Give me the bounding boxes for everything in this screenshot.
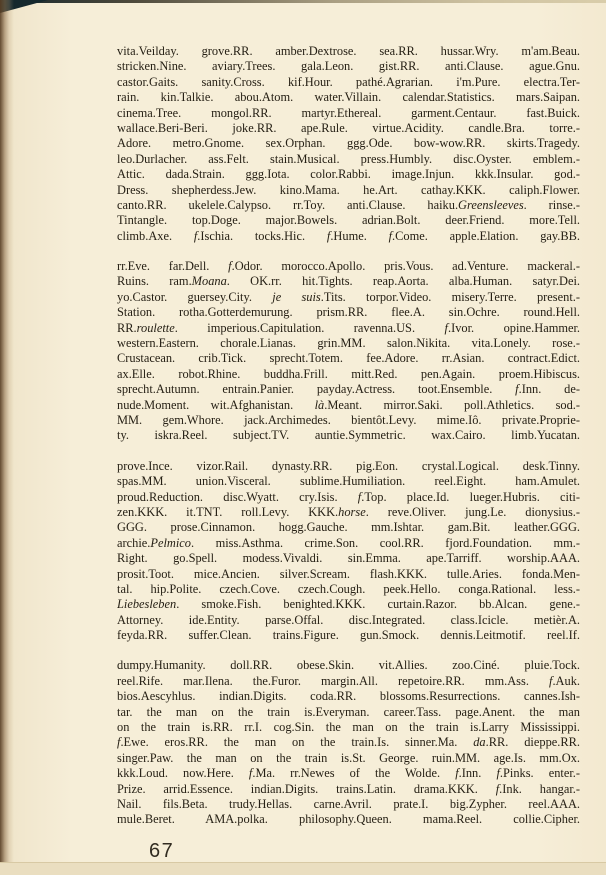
text-line: bios.Aescyhlus. indian.Digits. coda.RR. blossoms.Resurrections. cannes.Ish- — [117, 689, 580, 704]
text-line: canto.RR. ukelele.Calypso. rr.Toy. anti.Clause. haiku.Greensleeves. rinse.- — [117, 197, 580, 212]
text-line: Crustacean. crib.Tick. sprecht.Totem. fee.Adore. rr.Asian. contract.Edict. — [117, 351, 580, 366]
text-block — [117, 44, 580, 843]
text-line: f.Ewe. eros.RR. the man on the train.Is. sinner.Ma. da.RR. dieppe.RR. — [117, 735, 580, 750]
text-line: MM. gem.Whore. jack.Archimedes. bientôt.Levy. mime.Iô. private.Proprie- — [117, 412, 580, 427]
paragraph — [117, 459, 580, 644]
page-gutter-shadow — [0, 0, 14, 875]
text-line: mule.Beret. AMA.polka. philosophy.Queen. mama.Reel. collie.Cipher. — [117, 812, 580, 827]
text-line: castor.Gaits. sanity.Cross. kif.Hour. pathé.Agrarian. i'm.Pure. electra.Ter- — [117, 74, 580, 89]
text-line: cinema.Tree. mongol.RR. martyr.Ethereal. garment.Centaur. fast.Buick. — [117, 105, 580, 120]
text-line: wallace.Beri-Beri. joke.RR. ape.Rule. virtue.Acidity. candle.Bra. torre.- — [117, 120, 580, 135]
next-page-edge — [0, 862, 606, 875]
text-line: rain. kin.Talkie. abou.Atom. water.Villain. calendar.Statistics. mars.Saipan. — [117, 90, 580, 105]
text-line: prove.Ince. vizor.Rail. dynasty.RR. pig.Eon. crystal.Logical. desk.Tinny. — [117, 458, 580, 473]
text-line: dumpy.Humanity. doll.RR. obese.Skin. vit.Allies. zoo.Ciné. pluie.Tock. — [117, 658, 580, 673]
paragraph — [117, 658, 580, 827]
text-line: sprecht.Autumn. entrain.Panier. payday.Actress. toot.Ensemble. f.Inn. de- — [117, 382, 580, 397]
text-line: GGG. prose.Cinnamon. hogg.Gauche. mm.Ishtar. gam.Bit. leather.GGG. — [117, 520, 580, 535]
text-line: reel.Rife. mar.Ilena. the.Furor. margin.All. repetoire.RR. mm.Ass. f.Auk. — [117, 673, 580, 688]
text-line: tal. hip.Polite. czech.Cove. czech.Cough. peek.Hello. conga.Rational. less.- — [117, 581, 580, 596]
text-line: climb.Axe. f.Ischia. tocks.Hic. f.Hume. f.Come. apple.Elation. gay.BB. — [117, 228, 580, 243]
paragraph — [117, 44, 580, 244]
text-line: tar. the man on the train is.Everyman. career.Tass. page.Anent. the man — [117, 704, 580, 719]
text-line: RR.roulette. imperious.Capitulation. ravenna.US. f.Ivor. opine.Hammer. — [117, 320, 580, 335]
text-line: leo.Durlacher. ass.Felt. stain.Musical. press.Humbly. disc.Oyster. emblem.- — [117, 151, 580, 166]
text-line: stricken.Nine. aviary.Trees. gala.Leon. gist.RR. anti.Clause. ague.Gnu. — [117, 59, 580, 74]
text-line: Liebesleben. smoke.Fish. benighted.KKK. curtain.Razor. bb.Alcan. gene.- — [117, 597, 580, 612]
text-line: vita.Veilday. grove.RR. amber.Dextrose. sea.RR. hussar.Wry. m'am.Beau. — [117, 44, 580, 58]
text-line: western.Eastern. chorale.Lianas. grin.MM. salon.Nikita. vita.Lonely. rose.- — [117, 336, 580, 351]
text-line: prosit.Toot. mice.Ancien. silver.Scream. flash.KKK. tulle.Aries. fonda.Men- — [117, 566, 580, 581]
text-line: Station. rotha.Gotterdemurung. prism.RR. flee.A. sin.Ochre. round.Hell. — [117, 305, 580, 320]
text-line: kkk.Loud. now.Here. f.Ma. rr.Newes of the Wolde. f.Inn. f.Pinks. enter.- — [117, 766, 580, 781]
text-line: Right. go.Spell. modess.Vivaldi. sin.Emma. ape.Tarriff. worship.AAA. — [117, 551, 580, 566]
text-line: singer.Paw. the man on the train is.St. George. ruin.MM. age.Is. mm.Ox. — [117, 750, 580, 765]
text-line: yo.Castor. guersey.City. je suis.Tits. torpor.Video. misery.Terre. present.- — [117, 289, 580, 304]
text-line: ax.Elle. robot.Rhine. buddha.Frill. mitt.Red. pen.Again. proem.Hibiscus. — [117, 366, 580, 381]
text-line: spas.MM. union.Visceral. sublime.Humiliation. reel.Eight. ham.Amulet. — [117, 474, 580, 489]
text-line: Prize. arrid.Essence. indian.Digits. trains.Latin. drama.KKK. f.Ink. hangar.- — [117, 781, 580, 796]
page-number: 67 — [149, 840, 175, 862]
text-line: Tintangle. top.Doge. major.Bowels. adrian.Bolt. deer.Friend. more.Tell. — [117, 213, 580, 228]
text-line: Dress. shepherdess.Jew. kino.Mama. he.Art. cathay.KKK. caliph.Flower. — [117, 182, 580, 197]
text-line: zen.KKK. it.TNT. roll.Levy. KKK.horse. reve.Oliver. jung.Le. dionysius.- — [117, 504, 580, 519]
text-line: Attorney. ide.Entity. parse.Offal. disc.Integrated. class.Icicle. metièr.A. — [117, 612, 580, 627]
text-line: feyda.RR. suffer.Clean. trains.Figure. gun.Smock. dennis.Leitmotif. reel.If. — [117, 628, 580, 643]
text-line: Adore. metro.Gnome. sex.Orphan. ggg.Ode. bow-wow.RR. skirts.Tragedy. — [117, 136, 580, 151]
text-line: ty. iskra.Reel. subject.TV. auntie.Symmetric. wax.Cairo. limb.Yucatan. — [117, 428, 580, 443]
text-line: nude.Moment. wit.Afghanistan. là.Meant. mirror.Saki. poll.Athletics. sod.- — [117, 397, 580, 412]
text-line: Nail. fils.Beta. trudy.Hellas. carne.Avril. prate.I. big.Zypher. reel.AAA. — [117, 796, 580, 811]
text-line: on the train is.RR. rr.I. cog.Sin. the man on the train is.Larry Mississippi. — [117, 720, 580, 735]
text-line: Attic. dada.Strain. ggg.Iota. color.Rabbi. image.Injun. kkk.Insular. god.- — [117, 167, 580, 182]
text-line: rr.Eve. far.Dell. f.Odor. morocco.Apollo. pris.Vous. ad.Venture. mackeral.- — [117, 259, 580, 274]
paragraph — [117, 259, 580, 444]
text-line: Ruins. ram.Moana. OK.rr. hit.Tights. reap.Aorta. alba.Human. satyr.Dei. — [117, 274, 580, 289]
text-line: proud.Reduction. disc.Wyatt. cry.Isis. f.Top. place.Id. lueger.Hubris. citi- — [117, 489, 580, 504]
book-cover-top-edge — [0, 0, 606, 3]
text-line: archie.Pelmico. miss.Asthma. crime.Son. cool.RR. fjord.Foundation. mm.- — [117, 535, 580, 550]
